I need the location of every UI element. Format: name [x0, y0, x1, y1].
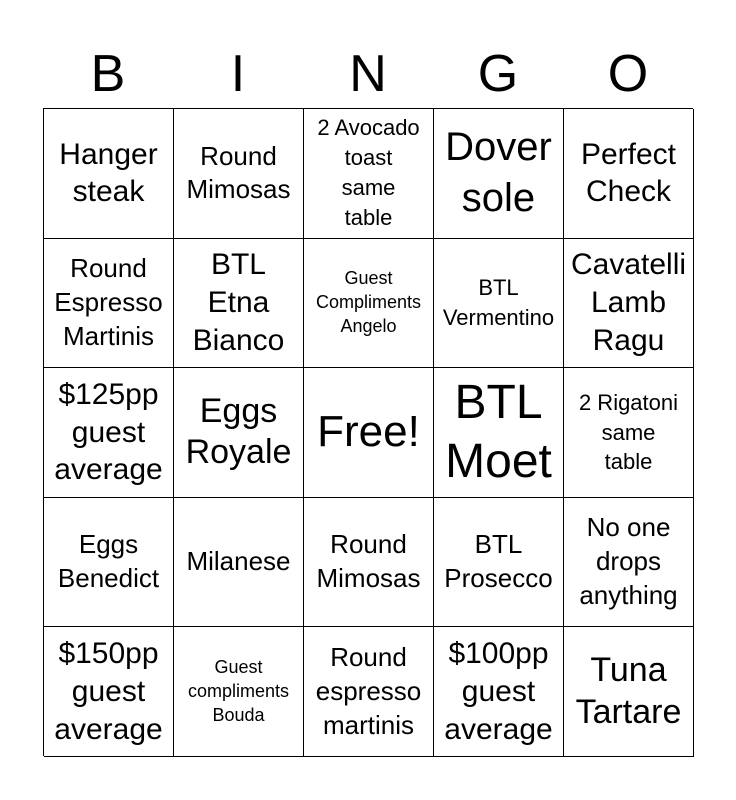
cell-label: BTL Moet: [445, 375, 552, 489]
cell-label: 2 Avocado toast same table: [317, 115, 420, 231]
cell-label: Guest compliments Bouda: [187, 657, 290, 725]
bingo-cell-r1-c1[interactable]: [44, 109, 174, 239]
cell-label: BTL Vermentino: [442, 274, 555, 330]
bingo-cell-r2-c2[interactable]: [174, 239, 304, 369]
cell-label: Hanger steak: [59, 137, 158, 209]
bingo-header: [43, 40, 693, 108]
cell-label: Eggs Benedict: [57, 529, 160, 594]
cell-label: $150pp guest average: [54, 636, 163, 746]
bingo-cell-r3-c4[interactable]: [434, 368, 564, 498]
cell-label: Round Espresso Martinis: [54, 253, 163, 351]
bingo-cell-r2-c1[interactable]: [44, 239, 174, 369]
free-space-label: Free!: [317, 407, 420, 457]
cell-label: Guest Compliments Angelo: [315, 268, 422, 336]
cell-label: Eggs Royale: [185, 392, 292, 472]
bingo-cell-r4-c4[interactable]: [434, 498, 564, 628]
bingo-cell-r3-c5[interactable]: [564, 368, 694, 498]
header-letter-g: G: [477, 45, 519, 103]
bingo-cell-r4-c1[interactable]: [44, 498, 174, 628]
cell-label: Cavatelli Lamb Ragu: [570, 248, 687, 357]
bingo-cell-r1-c2[interactable]: [174, 109, 304, 239]
header-letter-o: O: [607, 45, 649, 103]
bingo-cell-r5-c5[interactable]: [564, 627, 694, 757]
bingo-cell-r5-c3[interactable]: [304, 627, 434, 757]
cell-label: No one drops anything: [579, 512, 678, 610]
cell-label: Dover sole: [445, 125, 552, 221]
bingo-cell-r4-c2[interactable]: [174, 498, 304, 628]
cell-label: Round Mimosas: [316, 529, 421, 594]
bingo-board: [43, 108, 693, 756]
cell-label: $100pp guest average: [444, 636, 553, 746]
cell-label: $125pp guest average: [54, 377, 163, 487]
bingo-cell-r4-c5[interactable]: [564, 498, 694, 628]
header-letter-n: N: [349, 45, 387, 103]
header-letter-i: I: [230, 45, 246, 103]
bingo-cell-r4-c3[interactable]: [304, 498, 434, 628]
bingo-cell-r5-c2[interactable]: [174, 627, 304, 757]
header-letter-b: B: [90, 45, 126, 103]
cell-label: Milanese: [186, 546, 291, 577]
cell-label: Perfect Check: [580, 137, 677, 209]
cell-label: 2 Rigatoni same table: [578, 389, 679, 475]
bingo-cell-r3-c2[interactable]: [174, 368, 304, 498]
cell-label: Round espresso martinis: [315, 641, 422, 740]
bingo-cell-r1-c5[interactable]: [564, 109, 694, 239]
bingo-cell-r2-c4[interactable]: [434, 239, 564, 369]
bingo-cell-r1-c3[interactable]: [304, 109, 434, 239]
bingo-cell-r2-c3[interactable]: [304, 239, 434, 369]
bingo-cell-r2-c5[interactable]: [564, 239, 694, 369]
bingo-cell-r5-c1[interactable]: [44, 627, 174, 757]
bingo-cell-r3-c1[interactable]: [44, 368, 174, 498]
bingo-cell-r5-c4[interactable]: [434, 627, 564, 757]
cell-label: BTL Prosecco: [444, 529, 553, 594]
free-space-cell[interactable]: [304, 368, 434, 498]
cell-label: BTL Etna Bianco: [192, 248, 285, 357]
bingo-cell-r1-c4[interactable]: [434, 109, 564, 239]
cell-label: Round Mimosas: [186, 140, 291, 205]
cell-label: Tuna Tartare: [575, 651, 682, 731]
